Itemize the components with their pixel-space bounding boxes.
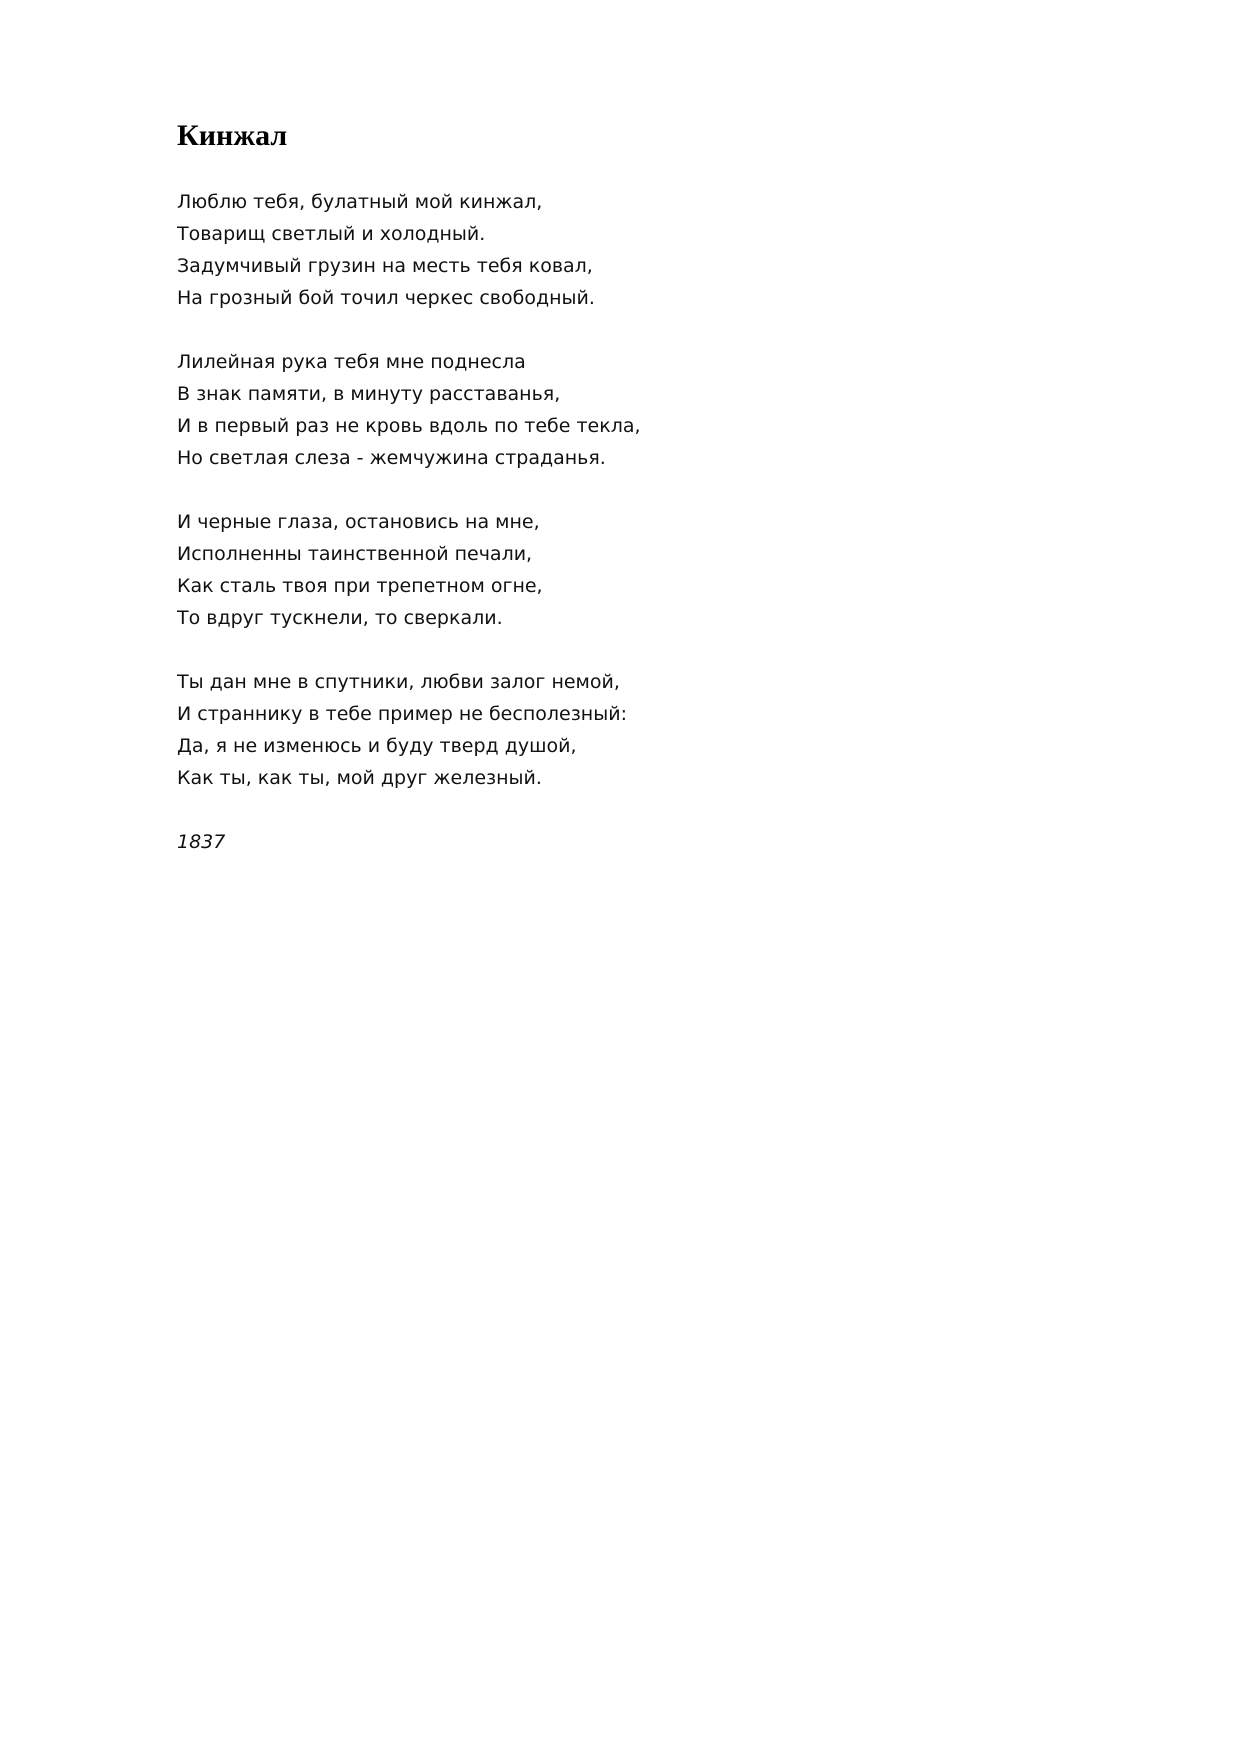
poem-year: 1837 <box>177 831 226 853</box>
stanza-3 <box>177 506 641 634</box>
poem-body <box>177 186 641 858</box>
poem-line: В знак памяти, в минуту расставанья, <box>177 383 561 405</box>
poem-line: То вдруг тускнели, то сверкали. <box>177 607 503 629</box>
poem-line: Задумчивый грузин на месть тебя ковал, <box>177 255 593 277</box>
poem-line: И в первый раз не кровь вдоль по тебе текла, <box>177 415 641 437</box>
stanza-2 <box>177 346 641 474</box>
poem-line: Но светлая слеза - жемчужина страданья. <box>177 447 606 469</box>
poem-line: Исполненны таинственной печали, <box>177 543 533 565</box>
poem-line: И страннику в тебе пример не бесполезный: <box>177 703 627 725</box>
poem-line: Как сталь твоя при трепетном огне, <box>177 575 543 597</box>
poem-line: Лилейная рука тебя мне поднесла <box>177 351 526 373</box>
poem-line: Да, я не изменюсь и буду тверд душой, <box>177 735 577 757</box>
poem-line: Как ты, как ты, мой друг железный. <box>177 767 542 789</box>
poem-line: Люблю тебя, булатный мой кинжал, <box>177 191 543 213</box>
poem-line: Товарищ светлый и холодный. <box>177 223 486 245</box>
poem-line: На грозный бой точил черкес свободный. <box>177 287 595 309</box>
stanza-4 <box>177 666 641 794</box>
poem-title: Кинжал <box>177 119 288 152</box>
poem-line: Ты дан мне в спутники, любви залог немой, <box>177 671 620 693</box>
poem-line: И черные глаза, остановись на мне, <box>177 511 540 533</box>
stanza-1 <box>177 186 641 314</box>
